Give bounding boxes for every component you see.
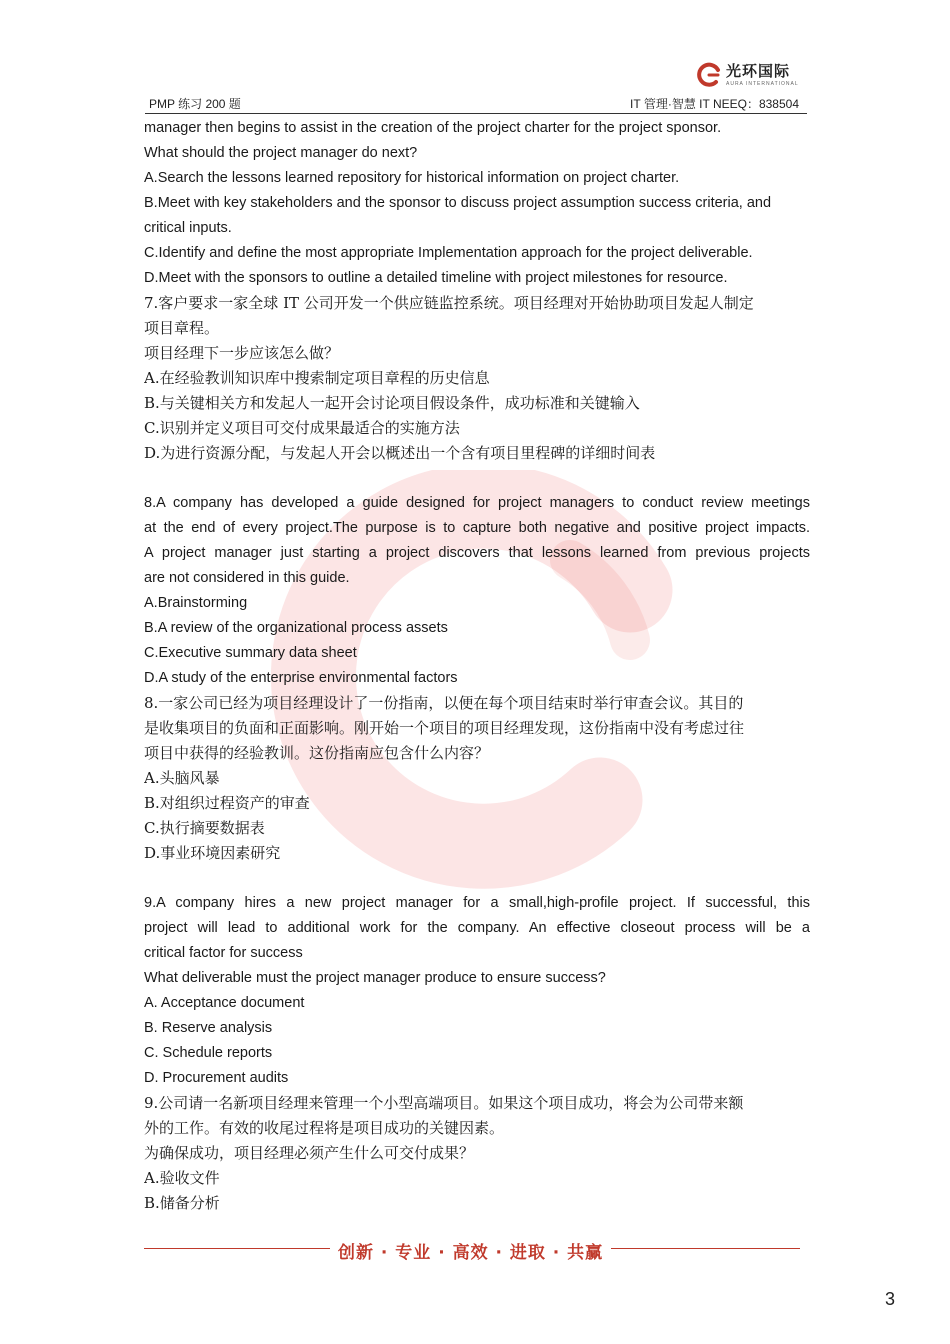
answer-option: A.在经验教训知识库中搜索制定项目章程的历史信息 bbox=[144, 369, 490, 387]
answer-option: C.Executive summary data sheet bbox=[144, 645, 357, 661]
text-line: 是收集项目的负面和正面影响。刚开始一个项目的项目经理发现，这份指南中没有考虑过往 bbox=[144, 719, 745, 737]
page-header bbox=[145, 93, 807, 114]
text-line: are not considered in this guide. bbox=[144, 570, 350, 586]
answer-option: C.识别并定义项目可交付成果最适合的实施方法 bbox=[144, 419, 460, 437]
text-line: 项目中获得的经验教训。这份指南应包含什么内容？ bbox=[144, 744, 490, 762]
footer-slogan: 创新 · 专业 · 高效 · 进取 · 共赢 bbox=[330, 1238, 611, 1263]
header-company-info: IT 管理·智慧 IT NEEQ：838504 bbox=[630, 97, 799, 111]
answer-option: B.对组织过程资产的审查 bbox=[144, 794, 310, 812]
answer-option: C.Identify and define the most appropriate Implementation approach for the project deliverable. bbox=[144, 245, 753, 261]
question-prompt: 为确保成功，项目经理必须产生什么可交付成果？ bbox=[144, 1144, 475, 1162]
text-line: critical factor for success bbox=[144, 945, 303, 961]
answer-option: B.Meet with key stakeholders and the sponsor to discuss project assumption success criteria, and bbox=[144, 195, 772, 211]
text-line: 外的工作。有效的收尾过程将是项目成功的关键因素。 bbox=[144, 1119, 505, 1137]
question-text: 8.一家公司已经为项目经理设计了一份指南，以便在每个项目结束时举行审查会议。其目的 bbox=[144, 694, 744, 712]
company-logo bbox=[696, 55, 806, 95]
page-number: 3 bbox=[885, 1289, 896, 1309]
text-line: 项目章程。 bbox=[144, 319, 220, 337]
answer-option: A.头脑风暴 bbox=[144, 769, 220, 787]
answer-option: D.事业环境因素研究 bbox=[144, 844, 281, 862]
question-prompt: What deliverable must the project manager produce to ensure success? bbox=[144, 970, 606, 986]
question-text: 9.A company hires a new project manager for a small,high-profile project. If successful, this bbox=[144, 895, 810, 911]
logo-name-en: AURA INTERNATIONAL bbox=[726, 80, 799, 87]
answer-option: B.储备分析 bbox=[144, 1194, 220, 1212]
text-line: project will lead to additional work for the company. An effective closeout process will be a bbox=[144, 920, 810, 936]
logo-name-cn: 光环国际 bbox=[726, 61, 791, 80]
answer-option: D.A study of the enterprise environmental factors bbox=[144, 670, 458, 686]
question-text: 7.客户要求一家全球 IT 公司开发一个供应链监控系统。项目经理对开始协助项目发起人制定 bbox=[144, 294, 754, 312]
header-title: PMP 练习 200 题 bbox=[149, 97, 241, 111]
text-line: manager then begins to assist in the creation of the project charter for the project sponsor. bbox=[144, 120, 722, 136]
answer-option: A.Brainstorming bbox=[144, 595, 248, 611]
answer-option: D. Procurement audits bbox=[144, 1070, 289, 1086]
answer-option: C.执行摘要数据表 bbox=[144, 819, 265, 837]
answer-option: D.Meet with the sponsors to outline a detailed timeline with project milestones for resource. bbox=[144, 270, 728, 286]
question-text: 8.A company has developed a guide designed for project managers to conduct review meetings bbox=[144, 495, 810, 511]
question-prompt: What should the project manager do next? bbox=[144, 145, 418, 161]
answer-option: A.Search the lessons learned repository for historical information on project charter. bbox=[144, 170, 680, 186]
answer-option: A. Acceptance document bbox=[144, 995, 305, 1011]
answer-option: B.与关键相关方和发起人一起开会讨论项目假设条件，成功标准和关键输入 bbox=[144, 394, 640, 412]
answer-option: A.验收文件 bbox=[144, 1169, 220, 1187]
answer-option: C. Schedule reports bbox=[144, 1045, 273, 1061]
question-prompt: 项目经理下一步应该怎么做？ bbox=[144, 344, 340, 362]
text-line: A project manager just starting a project discovers that lessons learned from previous projects bbox=[144, 545, 810, 561]
text-line: at the end of every project.The purpose is to capture both negative and positive project impacts. bbox=[144, 520, 810, 536]
answer-option: B.A review of the organizational process assets bbox=[144, 620, 448, 636]
text-line: critical inputs. bbox=[144, 220, 232, 236]
logo-swirl-icon bbox=[696, 62, 722, 88]
answer-option: D.为进行资源分配，与发起人开会以概述出一个含有项目里程碑的详细时间表 bbox=[144, 444, 656, 462]
answer-option: B. Reserve analysis bbox=[144, 1020, 273, 1036]
question-text: 9.公司请一名新项目经理来管理一个小型高端项目。如果这个项目成功，将会为公司带来额 bbox=[144, 1094, 744, 1112]
document-body bbox=[144, 116, 810, 1216]
